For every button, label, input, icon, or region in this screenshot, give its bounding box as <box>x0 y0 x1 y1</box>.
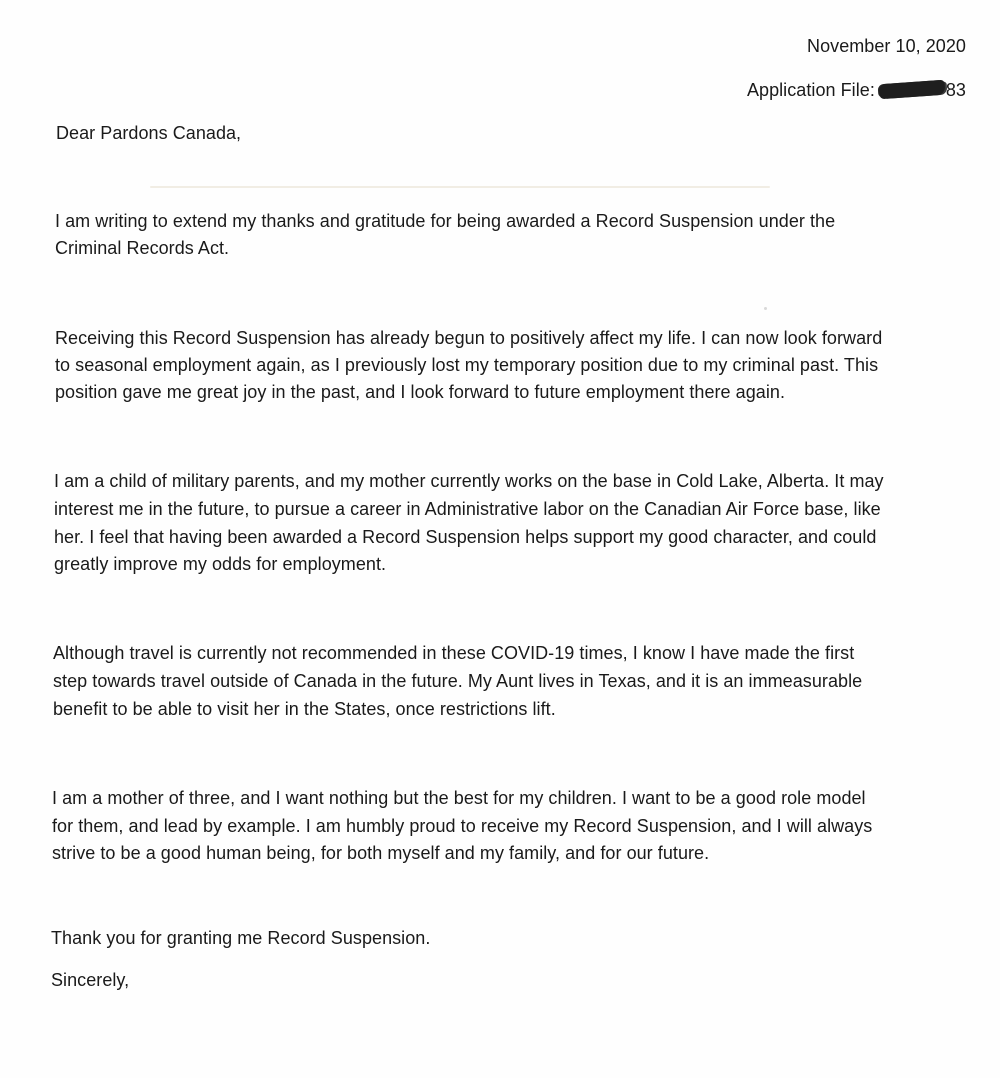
scan-smudge <box>150 186 770 188</box>
salutation: Dear Pardons Canada, <box>56 123 242 143</box>
scan-dot <box>764 307 767 310</box>
sign-off: Sincerely, <box>51 970 130 990</box>
paragraph-4-line-3: benefit to be able to visit her in the States, once restrictions lift. <box>53 699 556 719</box>
paragraph-5-line-2: for them, and lead by example. I am humbly proud to receive my Record Suspension, and I will always <box>52 816 873 836</box>
application-file <box>747 77 966 103</box>
paragraph-1-line-1: I am writing to extend my thanks and gratitude for being awarded a Record Suspension under the <box>55 211 836 231</box>
paragraph-1-line-2: Criminal Records Act. <box>55 238 230 258</box>
letter-date: November 10, 2020 <box>807 36 966 56</box>
paragraph-5-line-1: I am a mother of three, and I want nothing but the best for my children. I want to be a good role model <box>52 788 866 808</box>
paragraph-2-line-2: to seasonal employment again, as I previously lost my temporary position due to my criminal past. This <box>55 355 879 375</box>
paragraph-5-line-3: strive to be a good human being, for both myself and my family, and for our future. <box>52 843 710 863</box>
paragraph-4-line-1: Although travel is currently not recommended in these COVID-19 times, I know I have made the first <box>53 643 855 663</box>
paragraph-3-line-4: greatly improve my odds for employment. <box>54 554 387 574</box>
application-file-suffix: 83 <box>945 80 966 100</box>
paragraph-3-line-2: interest me in the future, to pursue a career in Administrative labor on the Canadian Air Force base, like <box>54 499 881 519</box>
paragraph-2-line-3: position gave me great joy in the past, and I look forward to future employment there again. <box>55 382 786 402</box>
application-file-label: Application File: <box>746 80 875 100</box>
closing-thanks: Thank you for granting me Record Suspension. <box>51 928 431 948</box>
redaction-mark <box>878 80 945 100</box>
paragraph-2-line-1: Receiving this Record Suspension has already begun to positively affect my life. I can now look forward <box>55 328 883 348</box>
paragraph-3-line-3: her. I feel that having been awarded a Record Suspension helps support my good character, and could <box>54 527 877 547</box>
paragraph-3-line-1: I am a child of military parents, and my mother currently works on the base in Cold Lake, Alberta. It may <box>54 471 884 491</box>
paragraph-4-line-2: step towards travel outside of Canada in the future. My Aunt lives in Texas, and it is an immeasurable <box>53 671 863 691</box>
